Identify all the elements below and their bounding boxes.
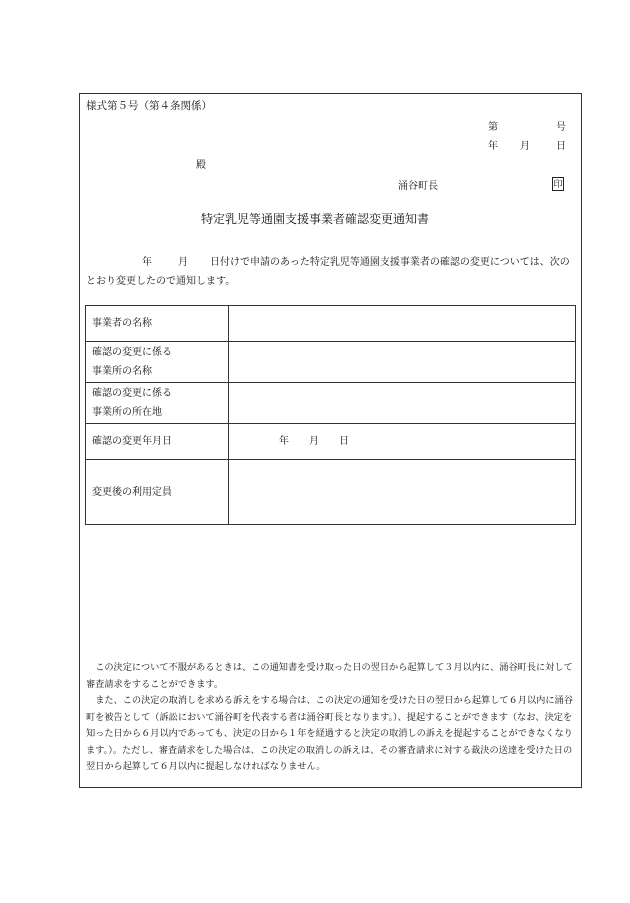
table-row [86,342,576,383]
notice-paragraph-2: また、この決定の取消しを求める訴えをする場合は、この決定の通知を受けた日の翌日から起算して６月以内に涌谷町を被告として（訴訟において涌谷町を代表する者は涌谷町長となります。）、提起することができます（なお、決定を知った日から６月以内であっても、決定の日から１年を経過すると決定の取消しの訴えを提起することができなくなります。）。ただし、審査請求をした場合は、この決定の取消しの訴えは、その審査請求に対する裁決の送達を受けた日の翌日から起算して６月以内に提起しなければなりません。 [86,695,573,772]
capacity-field[interactable] [229,460,576,525]
date-year: 年 [488,141,498,152]
row-label-facility-name: 確認の変更に係る 事業所の名称 [86,342,229,383]
number-suffix: 号 [556,122,566,133]
table-row [86,383,576,424]
details-table [85,305,576,525]
date-day: 日 [556,141,566,152]
issuer: 涌谷町長 [398,181,438,192]
intro-paragraph [86,253,578,291]
notice-paragraph-1: この決定について不服があるときは、この通知書を受け取った日の翌日から起算して３月以内に、涌谷町長に対して審査請求をすることができます。 [86,662,573,690]
date-month: 月 [520,141,530,152]
intro-text: 日付けで申請のあった特定乳児等通園支援事業者の確認の変更については、次のとおり変更したので通知します。 [86,257,570,287]
business-name-field[interactable] [229,306,576,342]
number-prefix: 第 [488,122,498,133]
facility-address-field[interactable] [229,383,576,424]
table-row [86,460,576,525]
row-label-facility-address: 確認の変更に係る 事業所の所在地 [86,383,229,424]
intro-year: 年 [142,257,152,268]
facility-name-field[interactable] [229,342,576,383]
row-label-capacity: 変更後の利用定員 [86,460,229,525]
intro-month: 月 [178,257,188,268]
addressee-suffix: 殿 [196,160,206,171]
document-title: 特定乳児等通園支援事業者確認変更通知書 [200,212,429,226]
appeal-notice [86,660,578,776]
table-row [86,306,576,342]
seal-box: 印 [552,177,564,191]
table-row [86,424,576,460]
row-label-business-name: 事業者の名称 [86,306,229,342]
row-label-change-date: 確認の変更年月日 [86,424,229,460]
change-date-field[interactable]: 年 月 日 [229,424,576,460]
form-label: 様式第５号（第４条関係） [86,100,212,112]
